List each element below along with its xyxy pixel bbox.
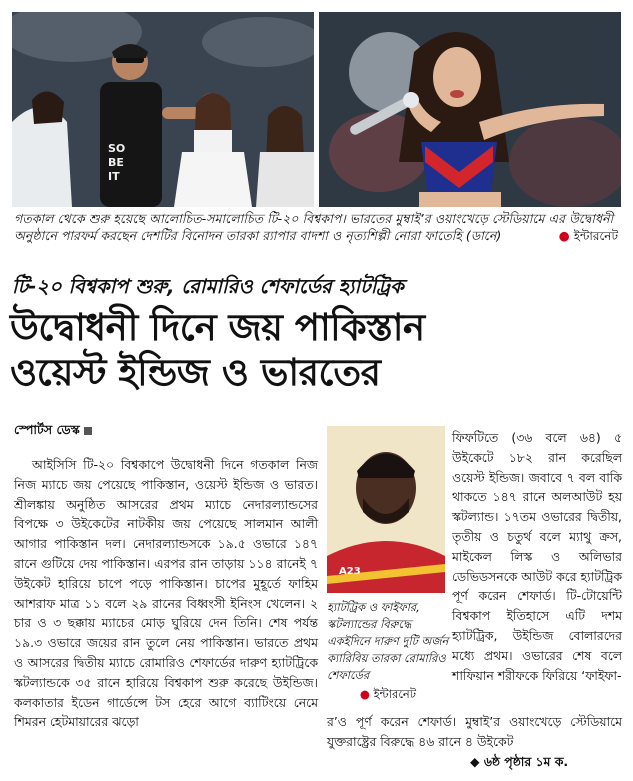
inset-caption [327,599,449,703]
svg-text:SO: SO [108,142,126,155]
inset-photo-illustration [327,426,445,593]
diamond-icon: ◆ [470,754,480,769]
byline-text: স্পোর্টস ডেস্ক [14,422,80,437]
svg-text:BE: BE [108,156,124,169]
red-dot-icon: ● [558,228,570,243]
caption-text: গতকাল থেকে শুরু হয়েছে আলোচিত-সমালোচিত টি-২০ বিশ্বকাপ। ভারতের মুম্বাই’র ওয়াংখেড়ে স্টেডিয়ামে এর উদ্বোধনী অনুষ্ঠানে পারফর্ম করছেন দেশটির বিনোদন তারকা র‍্যাপার বাদশা ও নৃত্যশিল্পী নোরা ফাতেহি (ডানে) [14,211,614,243]
red-dot-icon: ● [359,687,370,701]
headline-line-1: উদ্বোধনী দিনে জয় পাকিস্তান [10,306,425,349]
continued-text: ৬ষ্ঠ পৃষ্ঠার ১ম ক. [483,754,569,769]
continued-reference [470,754,568,774]
photo-rapper-badshah-performance [12,12,314,207]
caption-credit: ইন্টারনেট [573,229,618,243]
inset-caption-text: হ্যাটট্রিক ও ফাইফার, স্কটল্যান্ডের বিরুদ্ধে একইদিনে দারুণ দুটি অর্জন ক্যারিবিয় তারকা রোমারিও শেফার্ডের [327,600,449,682]
kicker-headline: টি-২০ বিশ্বকাপ শুরু, রোমারিও শেফার্ডের হ্যাটট্রিক [12,275,404,298]
photo-left-illustration [12,12,314,207]
photo-right-illustration [319,12,621,207]
headline-line-2: ওয়েস্ট ইন্ডিজ ও ভারতের [10,351,381,394]
svg-text:IT: IT [108,170,120,183]
article-body-left [14,455,318,732]
main-headline [10,305,625,395]
shirt-text: A23 [339,566,361,577]
photo-caption [14,210,620,245]
article-body-bottom: র’ও পূর্ণ করেন শেফার্ড। মুম্বাই’র ওয়াংখেড়ে স্টেডিয়ামে যুক্তরাষ্ট্রের বিরুদ্ধে ৪৬ রানে ৪ উইকেট [327,714,622,749]
byline [14,422,92,442]
article-body-right: ফিফটিতে (৩৬ বলে ৬৪) ৫ উইকেটে ১৮২ রান করেছিল ওয়েস্ট ইন্ডিজ। জবাবে ৭ বল বাকি থাকতে ১৪৭ রানে অলআউট হয় স্কটল্যান্ড। ১৭তম ওভারের দ্বিতীয়, তৃতীয় ও চতুর্থ বলে ম্যাথু ক্রস, মাইকেল লিস্ক ও অলিভার ডেভিডসনকে আউট করে হ্যাটট্রিক পূর্ণ করেন শেফার্ড। টি-টোয়েন্টি বিশ্বকাপ ইতিহাসে এটি দশম হ্যাটট্রিক, উইন্ডিজ বোলারদের মধ্যে প্রথম। ওভারের শেষ বলে শাফিয়ান শরীফকে ফিরিয়ে ‘ফাইফা- [452,430,622,683]
article-body-left-text: আইসিসি টি-২০ বিশ্বকাপে উদ্বোধনী দিনে গতকাল নিজ নিজ ম্যাচে জয় পেয়েছে পাকিস্তান, ওয়েস্ট ইন্ডিজ ও ভারত। শ্রীলঙ্কায় অনুষ্ঠিত আসরের প্রথম ম্যাচে নেদারল্যান্ডসের বিপক্ষে ৩ উইকেটের নাটকীয় জয় পেয়েছে সালমান আলী আগার পাকিস্তান দল। নেদারল্যান্ডসকে ১৯.৫ ওভারে ১৪৭ রানে গুটিয়ে দেয় পাকিস্তান। এরপর রান তাড়ায় ১১৪ রানেই ৭ উইকেট হারিয়ে চাপে পড়ে পাকিস্তান। চাপের মুহূর্তে ফাহিম আশরাফ মাত্র ১১ বলে ২৯ রানের বিধ্বংসী ইনিংস খেলেন। ২ চার ও ৩ ছক্কায় ম্যাচের মোড় ঘুরিয়ে দেন তিনি। শেষ পর্যন্ত ১৯.৩ ওভারে জয়ের রান তুলে নেয় পাকিস্তান। ভারতে প্রথম ও আসরের দ্বিতীয় ম্যাচে রোমারিও শেফার্ডের দারুণ হ্যাটট্রিকে স্কটল্যান্ডকে ৩৫ রানে হারিয়ে বিশ্বকাপ শুরু করেছে উইন্ডিজ। কলকাতার ইডেন গার্ডেন্সে টস হেরে আগে ব্যাটিংয়ে নেমে শিমরন হেটমায়ারের ঝড়ো [14,457,318,730]
photo-romario-shepherd [327,426,445,593]
inset-caption-credit: ইন্টারনেট [373,687,417,701]
square-bullet-icon [84,427,92,435]
photo-dancer-nora-fatehi [319,12,621,207]
